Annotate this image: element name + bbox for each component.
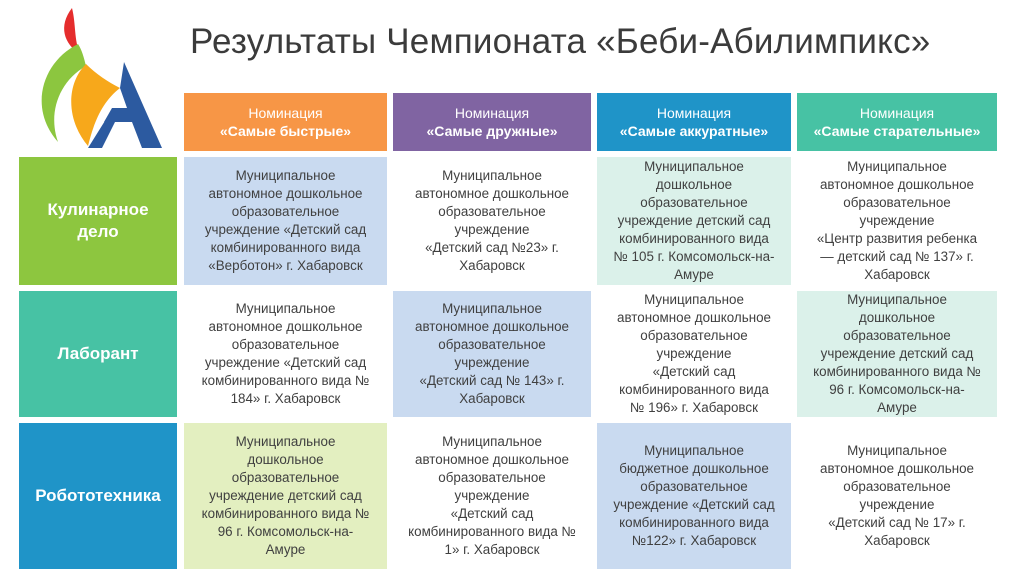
cell-text: Муниципальное автономное дошкольное образовательное учреждение «Детский сад комбинированного вида № 184» г. Хабаровск [201,301,370,406]
logo-orange-swoosh [71,64,120,146]
table-cell [393,157,591,285]
table-cell [597,157,791,285]
table-cell [184,423,387,569]
row-header-cooking: Кулинарное дело [19,157,177,285]
cell-text: Муниципальное дошкольное образовательное учреждение детский сад комбинированного вида № 105 г. Комсомольск-на- Амуре [613,159,775,282]
cell-text: Муниципальное автономное дошкольное образовательное учреждение «Детский сад № 143» г. Хабаровск [415,301,569,406]
table-cell [797,157,997,285]
column-header-nomination: «Самые старательные» [813,123,981,139]
column-header-nomination: «Самые дружные» [426,123,558,139]
cell-text: Муниципальное автономное дошкольное образовательное учреждение «Детский сад №23» г. Хабаровск [415,168,569,273]
abilympics-logo-icon [28,4,164,150]
cell-text: Муниципальное автономное дошкольное образовательное учреждение «Детский сад комбинированного вида № 196» г. Хабаровск [617,292,771,415]
column-header-label: Номинация [656,105,732,121]
table-cell [597,423,791,569]
cell-text: Муниципальное автономное дошкольное образовательное учреждение «Детский сад комбинированного вида «Верботон» г. Хабаровск [204,168,367,273]
table-cell [393,291,591,417]
cell-text: Муниципальное автономное дошкольное образовательное учреждение «Детский сад № 17» г. Хабаровск [820,443,974,548]
logo-blue-a [104,62,162,148]
cell-text: Муниципальное дошкольное образовательное учреждение детский сад комбинированного вида № 96 г. Комсомольск-на- Амуре [201,434,370,557]
row-header-robotics: Робототехника [19,423,177,569]
column-header-fastest [184,93,387,151]
column-header-nomination: «Самые быстрые» [219,123,352,139]
table-cell [393,423,591,569]
cell-text: Муниципальное бюджетное дошкольное образовательное учреждение «Детский сад комбинированного вида №122» г. Хабаровск [613,443,775,548]
column-header-label: Номинация [454,105,530,121]
column-header-diligent [797,93,997,151]
cell-text: Муниципальное автономное дошкольное образовательное учреждение «Детский сад комбинированного вида № 1» г. Хабаровск [408,434,576,557]
column-header-friendliest [393,93,591,151]
table-cell [184,157,387,285]
table-cell [797,423,997,569]
column-header-neatest [597,93,791,151]
cell-text: Муниципальное дошкольное образовательное учреждение детский сад комбинированного вида № 96 г. Комсомольск-на- Амуре [813,292,981,415]
page-title: Результаты Чемпионата «Беби-Абилимпикс» [190,22,931,61]
table-cell [597,291,791,417]
table-cell [184,291,387,417]
column-header-nomination: «Самые аккуратные» [619,123,769,139]
table-cell [797,291,997,417]
cell-text: Муниципальное автономное дошкольное образовательное учреждение «Центр развития ребенка — детский сад № 137» г. Хабаровск [816,159,978,282]
column-header-label: Номинация [248,105,323,121]
column-header-label: Номинация [859,105,935,121]
row-header-lab-assistant: Лаборант [19,291,177,417]
